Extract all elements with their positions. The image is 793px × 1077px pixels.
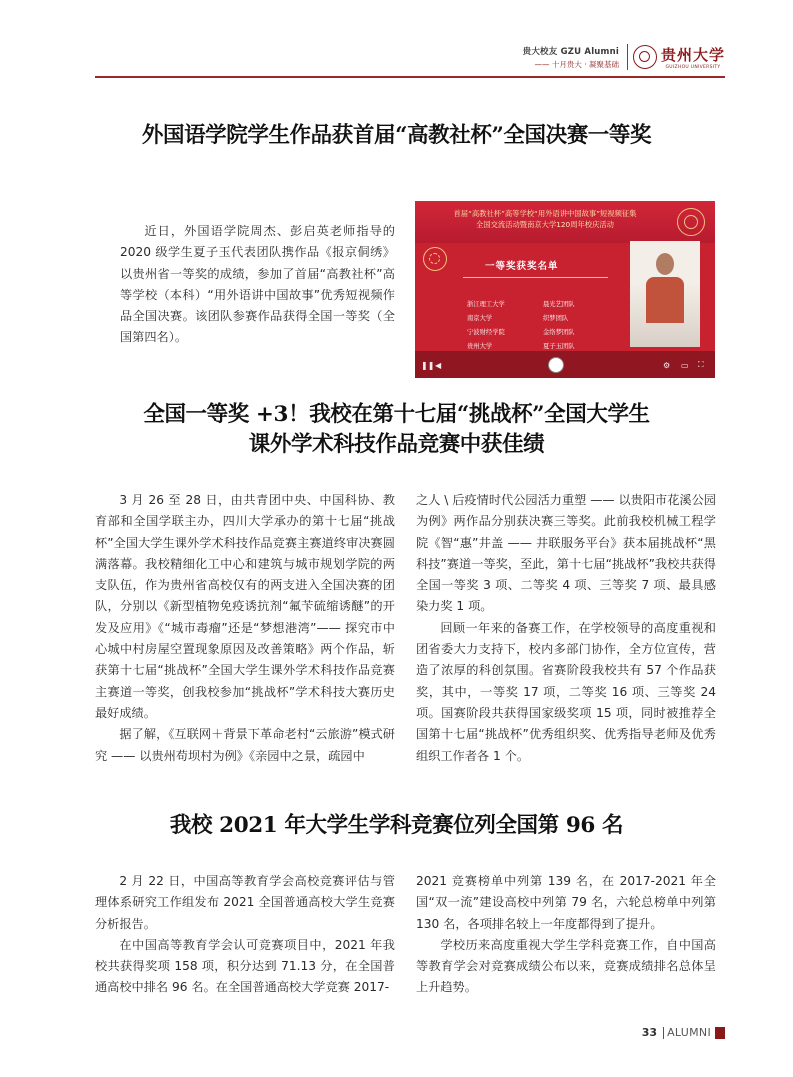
fullscreen-icon[interactable]: ⛶	[698, 360, 704, 369]
award-video-screenshot	[415, 201, 715, 378]
video-list-rule	[463, 277, 608, 278]
article2-paragraph: 3 月 26 至 28 日，由共青团中央、中国科协、教育部和全国学联主办，四川大学承办的第十七届“挑战杯”全国大学生课外学术科技作品竞赛主赛道终审决赛圆满落幕。我校精细化工中心和建筑与城市规划学院的两支队伍，作为贵州省高校仅有的两支进入全国决赛的团队，分别以《新型植物免疫诱抗剂“氟苄硫缩诱醚”的开发及应用》《“城市毒瘤”还是“梦想港湾”—— 探究市中心城中村房屋空置现象原因及改善策略》两个作品，斩获第十七届“挑战杯”全国大学生课外学术科技作品竞赛主赛道一等奖，创我校参加“挑战杯”学术科技大赛历史最好成绩。	[95, 493, 395, 720]
window-icon[interactable]: ▭	[681, 361, 689, 370]
video-list-title: 一等奖获奖名单	[485, 261, 559, 272]
article2-paragraph: 据了解，《互联网＋背景下革命老村“云旅游”模式研究 —— 以贵州苟坝村为例》《亲园中之景，疏园中	[95, 727, 395, 763]
video-header-line1: 首届“高教社杯”高等学校“用外语讲中国故事”短视频征集	[453, 209, 637, 218]
video-list-team: 金络梦团队	[543, 329, 575, 336]
article3-paragraph: 2 月 22 日，中国高等教育学会高校竞赛评估与管理体系研究工作组发布 2021 全国普通高校大学生竞赛分析报告。	[95, 874, 395, 931]
video-header-line2: 全国交流活动暨南京大学120周年校庆活动	[476, 220, 614, 229]
university-logo	[661, 44, 725, 70]
article2-paragraph: 之人 \ 后疫情时代公园活力重塑 —— 以贵阳市花溪公园为例》两作品分别获决赛三等奖。此前我校机械工程学院《智“惠”井盖 —— 井联服务平台》获本届挑战杯“黑科技”赛道一等奖，至此，第十七届“挑战杯”我校共获得全国一等奖 3 项、二等奖 4 项、三等奖 7 项、最具感染力奖 1 项。	[416, 493, 716, 614]
presenter-face	[656, 253, 674, 275]
video-list-school: 南京大学	[467, 315, 493, 322]
article3-column-right	[416, 871, 716, 999]
article2-title-line1: 全国一等奖 +3！我校在第十七届“挑战杯”全国大学生	[143, 402, 650, 427]
anniversary-logo-icon	[677, 208, 705, 236]
header-text	[523, 45, 619, 70]
video-list-school: 浙江理工大学	[467, 301, 505, 308]
header-line1: 贵大校友 GZU Alumni	[522, 46, 619, 57]
article3-paragraph: 学校历来高度重视大学生学科竞赛工作，自中国高等教育学会对竞赛成绩公布以来，竞赛成绩排名总体呈上升趋势。	[416, 937, 716, 995]
header-rule	[95, 76, 725, 78]
article1-paragraph: 近日，外国语学院周杰、彭启英老师指导的 2020 级学生夏子玉代表团队携作品《报京侗绣》以贵州省一等奖的成绩，参加了首届“高教社杯”高等学校（本科）“用外语讲中国故事”优秀短视频作品全国决赛。该团队参赛作品获得全国一等奖（全国第四名）。	[120, 224, 395, 345]
video-header-text	[421, 208, 669, 230]
video-list-school: 宁波财经学院	[467, 329, 505, 336]
article3-paragraph: 2021 竞赛榜单中列第 139 名，在 2017-2021 年全国“双一流”建设高校中列第 79 名，六轮总榜单中列第 130 名，各项排名较上一年度都得到了提升。	[416, 874, 716, 931]
presenter-video-inset	[630, 241, 700, 347]
article3-column-left	[95, 871, 395, 999]
article2-title	[60, 400, 733, 460]
article3-title: 我校 2021 年大学生学科竞赛位列全国第 96 名	[169, 813, 624, 838]
article1-title: 外国语学院学生作品获首届“高教社杯”全国决赛一等奖	[141, 123, 652, 148]
footer-accent-block	[715, 1027, 725, 1039]
ornament-icon	[423, 247, 447, 271]
page-number: 33	[641, 1026, 658, 1039]
video-list-team: 织梦团队	[543, 315, 569, 322]
video-list-team: 夏子玉团队	[543, 343, 575, 350]
pause-icon[interactable]: ❚❚	[421, 361, 435, 370]
volume-icon[interactable]: ◀	[435, 361, 442, 370]
article2-paragraph: 回顾一年来的备赛工作，在学校领导的高度重视和团省委大力支持下，校内多部门协作，全方位宣传，营造了浓厚的科创氛围。省赛阶段我校共有 57 个作品获奖，其中，一等奖 17 项，二等奖 16 项、三等奖 24 项。国赛阶段共获得国家级奖项 15 项，同时被推荐全国第十七届“挑战杯”优秀组织奖、优秀指导老师及优秀组织工作者各 1 个。	[416, 620, 716, 763]
presenter-body	[646, 277, 684, 323]
header-separator	[627, 44, 628, 70]
video-list-school: 贵州大学	[467, 343, 493, 350]
university-seal-icon	[633, 45, 657, 69]
article2-title-line2: 课外学术科技作品竞赛中获佳绩	[248, 432, 545, 457]
header-line2: —— 十月贵大 · 凝聚基础	[534, 59, 619, 69]
video-list-team: 晨光艺团队	[543, 301, 575, 308]
page-header	[523, 40, 725, 74]
page-footer	[642, 1026, 725, 1039]
settings-icon[interactable]: ⚙	[663, 361, 671, 370]
play-progress-icon[interactable]	[548, 357, 564, 373]
footer-separator	[663, 1027, 664, 1039]
article2-column-left	[95, 490, 395, 767]
article1-body	[120, 221, 395, 349]
university-logo-text: 贵州大学	[660, 46, 725, 64]
university-logo-en: GUIZHOU UNIVERSITY	[665, 65, 721, 70]
article3-paragraph: 在中国高等教育学会认可竞赛项目中，2021 年我校共获得奖项 158 项，积分达到 71.13 分，在全国普通高校中排名 96 名。在全国普通高校大学竞赛 2017-	[95, 937, 395, 995]
article2-column-right	[416, 490, 716, 767]
footer-label: ALUMNI	[667, 1026, 711, 1039]
